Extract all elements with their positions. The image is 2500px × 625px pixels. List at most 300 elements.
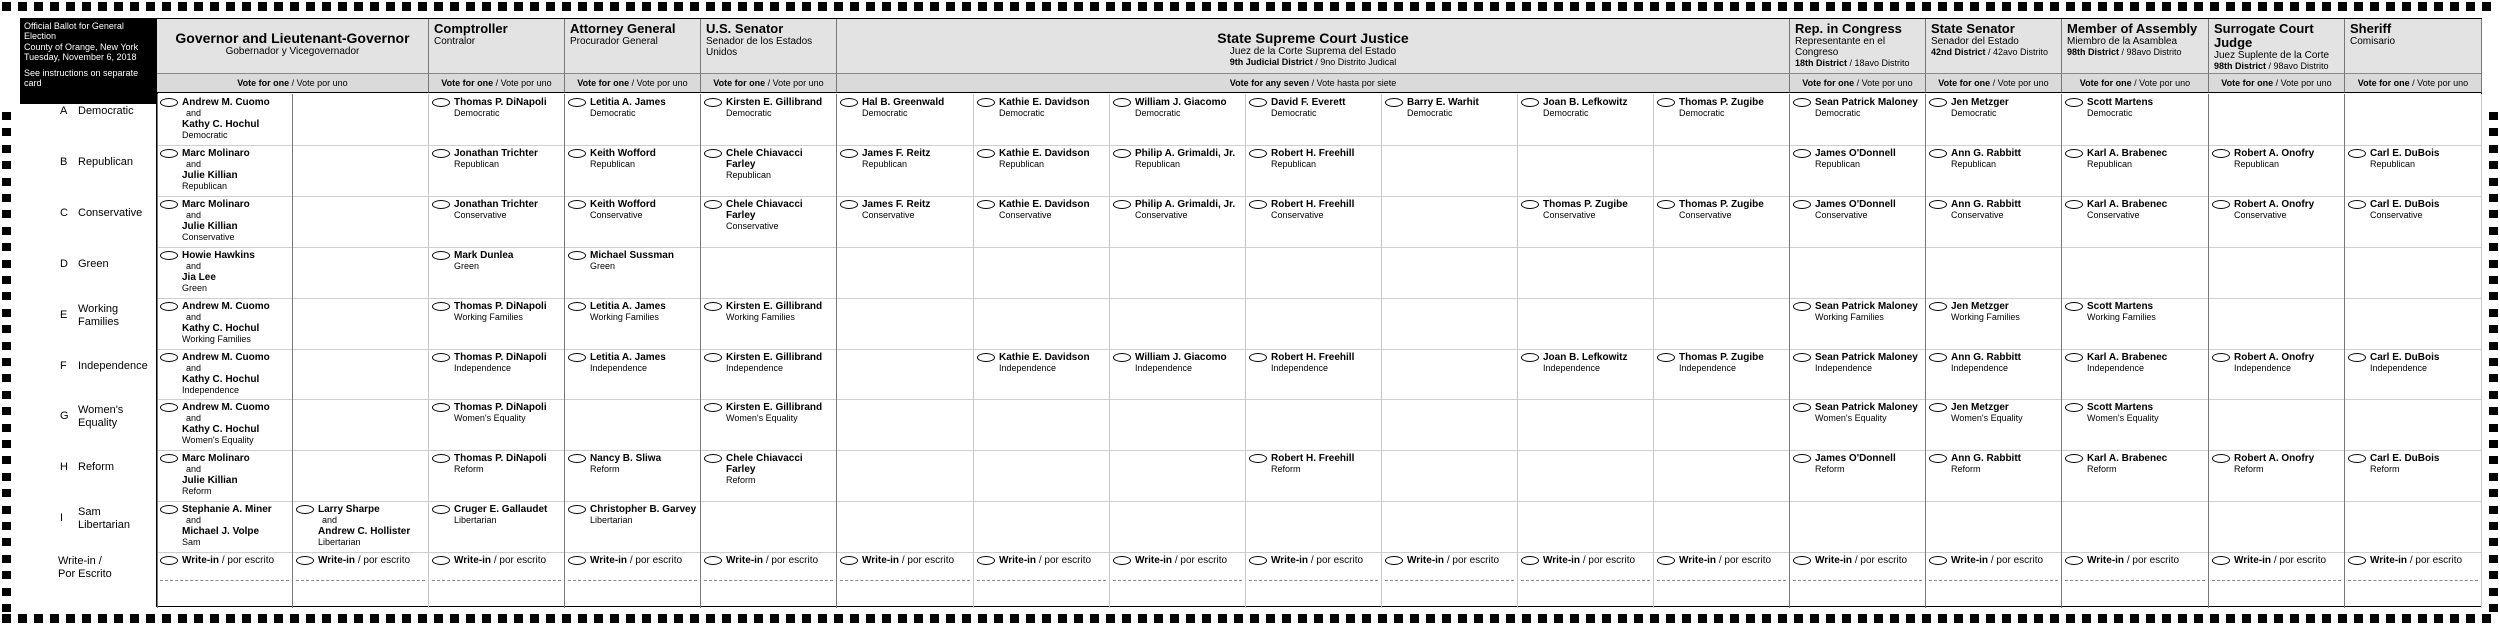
candidate-option[interactable] [2345,349,2482,400]
candidate-option[interactable] [2209,450,2345,501]
timing-mark [658,2,667,11]
vote-oval[interactable] [432,149,450,158]
write-in-line[interactable] [568,580,697,581]
candidate-name: William J. Giacomo [1135,97,1227,108]
vote-oval[interactable] [1249,556,1267,565]
timing-mark [2226,614,2235,623]
vote-oval[interactable] [1521,98,1539,107]
candidate-option[interactable] [701,196,837,247]
timing-mark [1778,2,1787,11]
timing-mark [114,2,123,11]
ballot-title: Official Ballot for General Election [24,21,124,42]
write-in-option[interactable] [837,552,974,608]
timing-mark [2066,614,2075,623]
candidate-option[interactable] [1926,145,2062,196]
candidate-option[interactable] [1246,349,1382,400]
write-in-option[interactable] [157,552,293,608]
candidate-option[interactable] [837,145,974,196]
vote-oval[interactable] [432,302,450,311]
candidate-name: Karl A. Brabenec [2087,351,2168,363]
vote-oval[interactable] [160,149,178,158]
write-in-option[interactable] [701,552,837,608]
candidate-option[interactable] [1926,349,2062,400]
vote-oval[interactable] [1249,200,1267,209]
timing-mark [2050,614,2059,623]
vote-oval[interactable] [1521,556,1539,565]
write-in-line[interactable] [1249,580,1378,581]
vote-oval[interactable] [2212,454,2230,463]
write-in-line[interactable] [432,580,561,581]
candidate-option[interactable] [1110,196,1246,247]
vote-oval[interactable] [1113,353,1131,362]
vote-oval[interactable] [1929,403,1947,412]
timing-mark [610,2,619,11]
candidate-option[interactable] [565,501,701,552]
candidate-option[interactable] [1654,196,1790,247]
candidate-name: Sean Patrick Maloney [1815,351,1918,363]
candidate-option[interactable] [2062,94,2209,145]
candidate-option[interactable] [565,196,701,247]
vote-oval[interactable] [160,353,178,362]
candidate-option[interactable] [1790,349,1926,400]
candidate-names [1951,148,2058,170]
candidate-option[interactable] [2345,450,2482,501]
vote-for-label-es: / Vote por uno [2131,78,2191,88]
write-in-option[interactable] [1654,552,1790,608]
vote-oval[interactable] [1113,200,1131,209]
candidate-option[interactable] [429,196,565,247]
vote-oval[interactable] [568,454,586,463]
vote-oval[interactable] [977,98,995,107]
vote-oval[interactable] [704,403,722,412]
candidate-name: James F. Reitz [862,198,931,210]
vote-oval[interactable] [1929,556,1947,565]
candidate-option[interactable] [2062,450,2209,501]
vote-oval[interactable] [1113,98,1131,107]
office-district [2214,61,2339,72]
vote-oval[interactable] [568,556,586,565]
vote-oval[interactable] [160,98,178,107]
candidate-option[interactable] [565,450,701,501]
vote-oval[interactable] [568,149,586,158]
vote-oval[interactable] [1249,98,1267,107]
candidate-option[interactable] [1518,94,1654,145]
vote-oval[interactable] [160,505,178,514]
candidate-name: Stephanie A. Miner [182,504,272,516]
candidate-option[interactable] [157,298,293,349]
timing-mark [2114,614,2123,623]
timing-mark [2130,614,2139,623]
candidate-option[interactable] [974,349,1110,400]
write-in-line[interactable] [977,580,1106,581]
candidate-option[interactable] [1790,145,1926,196]
candidate-names [1815,301,1922,323]
vote-oval[interactable] [704,556,722,565]
candidate-option[interactable] [565,298,701,349]
candidate-option[interactable] [1110,349,1246,400]
candidate-option[interactable] [701,399,837,450]
candidate-option[interactable] [837,94,974,145]
timing-mark [2489,112,2498,120]
vote-oval[interactable] [1793,200,1811,209]
candidate-option[interactable] [157,247,293,298]
candidate-option[interactable] [1790,94,1926,145]
vote-oval[interactable] [160,302,178,311]
vote-oval[interactable] [704,454,722,463]
vote-oval[interactable] [1793,403,1811,412]
candidate-option[interactable] [1926,450,2062,501]
candidate-option[interactable] [293,501,429,552]
timing-mark [2489,260,2498,268]
write-in-option[interactable] [1790,552,1926,608]
candidate-party: Reform [726,475,756,486]
candidate-name: Mark Dunlea [454,249,514,261]
candidate-option[interactable] [565,145,701,196]
candidate-option[interactable] [157,196,293,247]
vote-oval[interactable] [840,98,858,107]
candidate-option[interactable] [2209,349,2345,400]
vote-oval[interactable] [1929,98,1947,107]
vote-oval[interactable] [432,454,450,463]
vote-oval[interactable] [1793,454,1811,463]
candidate-option[interactable] [2209,145,2345,196]
vote-oval[interactable] [432,556,450,565]
candidate-option[interactable] [1246,145,1382,196]
timing-mark [690,2,699,11]
candidate-option[interactable] [565,94,701,145]
vote-oval[interactable] [1929,353,1947,362]
candidate-option[interactable] [1926,399,2062,450]
vote-oval[interactable] [1793,353,1811,362]
candidate-option[interactable] [2062,145,2209,196]
candidate-option[interactable] [2062,298,2209,349]
candidate-option[interactable] [1518,349,1654,400]
write-in-line[interactable] [1929,580,2058,581]
office-title: State Senator [1931,21,2015,36]
candidate-option[interactable] [1246,450,1382,501]
timing-mark [226,614,235,623]
vote-oval[interactable] [1249,353,1267,362]
vote-oval[interactable] [432,251,450,260]
candidate-name: Scott Martens [2087,300,2154,312]
timing-mark [210,2,219,11]
write-in-option[interactable] [2345,552,2482,608]
write-in-line[interactable] [296,580,425,581]
vote-oval[interactable] [1385,556,1403,565]
vote-oval[interactable] [977,556,995,565]
candidate-option[interactable] [565,349,701,400]
vote-oval[interactable] [432,98,450,107]
write-in-line[interactable] [2212,580,2341,581]
candidate-option[interactable] [2209,196,2345,247]
vote-oval[interactable] [2065,454,2083,463]
timing-mark [1570,614,1579,623]
candidate-option[interactable] [1110,145,1246,196]
candidate-option[interactable] [1246,196,1382,247]
vote-oval[interactable] [977,200,995,209]
timing-mark [402,2,411,11]
timing-mark [1778,614,1787,623]
candidate-option[interactable] [1790,196,1926,247]
candidate-option[interactable] [2345,196,2482,247]
vote-oval[interactable] [568,200,586,209]
candidate-option[interactable] [429,145,565,196]
vote-oval[interactable] [568,98,586,107]
vote-oval[interactable] [2065,353,2083,362]
candidate-option[interactable] [157,145,293,196]
vote-oval[interactable] [1793,149,1811,158]
vote-oval[interactable] [568,251,586,260]
candidate-names [454,301,561,323]
candidate-option[interactable] [429,247,565,298]
vote-oval[interactable] [2348,454,2366,463]
vote-oval[interactable] [432,353,450,362]
candidate-option[interactable] [157,349,293,400]
vote-oval[interactable] [840,200,858,209]
candidate-option[interactable] [1246,94,1382,145]
vote-oval[interactable] [1521,353,1539,362]
timing-mark [2354,2,2363,11]
vote-oval[interactable] [1793,98,1811,107]
candidate-option[interactable] [2062,196,2209,247]
vote-oval[interactable] [1929,149,1947,158]
candidate-option[interactable] [2345,145,2482,196]
candidate-party: Independence [1679,362,1737,373]
write-in-label-en: Write-in / [58,555,102,568]
vote-oval[interactable] [2212,353,2230,362]
timing-mark [914,614,923,623]
timing-mark [1858,2,1867,11]
vote-oval[interactable] [296,505,314,514]
vote-oval[interactable] [704,149,722,158]
timing-mark [1090,2,1099,11]
write-in-line[interactable] [1113,580,1242,581]
candidate-option[interactable] [1654,349,1790,400]
vote-oval[interactable] [1657,200,1675,209]
vote-oval[interactable] [2348,149,2366,158]
write-in-line[interactable] [1521,580,1650,581]
candidate-name: Keith Wofford [590,198,656,210]
vote-oval[interactable] [2212,556,2230,565]
candidate-option[interactable] [701,145,837,196]
vote-oval[interactable] [704,353,722,362]
candidate-option[interactable] [429,450,565,501]
write-in-line[interactable] [1657,580,1786,581]
candidate-option[interactable] [2062,399,2209,450]
vote-oval[interactable] [704,200,722,209]
candidate-names [454,199,561,221]
write-in-label: Write-in [1543,555,1581,567]
vote-oval[interactable] [977,149,995,158]
write-in-line[interactable] [1385,580,1514,581]
write-in-option[interactable] [565,552,701,608]
candidate-names [862,199,970,221]
timing-mark [1202,2,1211,11]
vote-oval[interactable] [2348,556,2366,565]
candidate-option[interactable] [157,450,293,501]
candidate-option[interactable] [429,94,565,145]
timing-mark [1794,2,1803,11]
write-in-label: Write-in [2234,555,2272,567]
write-in-option[interactable] [1110,552,1246,608]
vote-for-label-es: / Vote por uno [1854,78,1913,88]
timing-mark [2489,473,2498,481]
office-district [2067,47,2203,58]
candidate-option[interactable] [1790,450,1926,501]
write-in-line[interactable] [840,580,970,581]
candidate-option[interactable] [1654,94,1790,145]
write-in-line[interactable] [2348,580,2478,581]
candidate-option[interactable] [974,94,1110,145]
timing-mark [866,2,875,11]
vote-oval[interactable] [2212,200,2230,209]
candidate-option[interactable] [1926,298,2062,349]
vote-oval[interactable] [432,200,450,209]
write-in-label-es: / por escrito [2124,555,2180,567]
write-in-label-es: / por escrito [763,555,819,567]
vote-oval[interactable] [1521,200,1539,209]
candidate-names [2234,199,2341,221]
timing-mark [674,614,683,623]
candidate-option[interactable] [1790,298,1926,349]
write-in-line[interactable] [160,580,289,581]
candidate-option[interactable] [1382,94,1518,145]
timing-mark [1250,614,1259,623]
write-in-option[interactable] [1246,552,1382,608]
vote-oval[interactable] [2065,302,2083,311]
timing-mark [1170,2,1179,11]
vote-for-label: Vote for any seven [1229,78,1310,88]
vote-oval[interactable] [160,200,178,209]
vote-oval[interactable] [432,403,450,412]
timing-mark [1058,2,1067,11]
candidate-party: Democratic [590,108,636,118]
vote-oval[interactable] [977,353,995,362]
write-in-label: Write-in [726,555,764,567]
candidate-option[interactable] [2062,349,2209,400]
write-in-line[interactable] [2065,580,2205,581]
candidate-names [2087,402,2205,424]
candidate-name: James O'Donnell [1815,147,1896,159]
write-in-line[interactable] [704,580,833,581]
vote-oval[interactable] [1657,98,1675,107]
timing-mark [1874,614,1883,623]
candidate-names [862,97,970,119]
candidate-option[interactable] [157,399,293,450]
timing-mark [1634,614,1643,623]
candidate-party: Republican [2370,158,2416,169]
vote-oval[interactable] [568,353,586,362]
candidate-party: Democratic [2087,108,2133,118]
candidate-names [454,250,561,272]
vote-oval[interactable] [568,505,586,514]
candidate-option[interactable] [1110,94,1246,145]
office-subtitle: Procurador General [570,36,658,47]
candidate-option[interactable] [701,349,837,400]
vote-oval[interactable] [2065,403,2083,412]
write-in-option[interactable] [1518,552,1654,608]
vote-oval[interactable] [568,302,586,311]
vote-oval[interactable] [160,556,178,565]
write-in-option[interactable] [1926,552,2062,608]
candidate-option[interactable] [429,349,565,400]
vote-oval[interactable] [1385,98,1403,107]
vote-oval[interactable] [2065,98,2083,107]
candidate-option[interactable] [565,247,701,298]
candidate-option[interactable] [157,501,293,552]
vote-oval[interactable] [296,556,314,565]
vote-oval[interactable] [1113,149,1131,158]
candidate-option[interactable] [974,196,1110,247]
timing-mark [1426,2,1435,11]
vote-oval[interactable] [1793,556,1811,565]
vote-oval[interactable] [1249,454,1267,463]
vote-oval[interactable] [2065,149,2083,158]
vote-oval[interactable] [2065,200,2083,209]
write-in-option[interactable] [974,552,1110,608]
candidate-option[interactable] [837,196,974,247]
candidate-option[interactable] [429,298,565,349]
vote-oval[interactable] [2348,353,2366,362]
vote-oval[interactable] [1657,353,1675,362]
write-in-option[interactable] [2062,552,2209,608]
candidate-option[interactable] [1518,196,1654,247]
candidate-option[interactable] [701,450,837,501]
party-letter: I [60,512,64,525]
write-in-option[interactable] [2209,552,2345,608]
vote-oval[interactable] [2212,149,2230,158]
vote-oval[interactable] [840,149,858,158]
write-in-option[interactable] [429,552,565,608]
candidate-names [999,148,1106,170]
vote-oval[interactable] [704,302,722,311]
candidate-option[interactable] [974,145,1110,196]
write-in-option[interactable] [293,552,429,608]
candidate-party: Reform [1951,464,1981,475]
running-mate-and: and [186,260,202,271]
timing-mark [2,614,11,623]
timing-mark [82,2,91,11]
vote-oval[interactable] [160,251,178,260]
vote-oval[interactable] [1249,149,1267,158]
vote-oval[interactable] [1929,200,1947,209]
vote-oval[interactable] [704,98,722,107]
vote-oval[interactable] [1113,556,1131,565]
party-row-label [0,201,156,246]
candidate-option[interactable] [429,399,565,450]
write-in-line[interactable] [1793,580,1922,581]
candidate-option[interactable] [1790,399,1926,450]
candidate-option[interactable] [1926,196,2062,247]
vote-oval[interactable] [840,556,858,565]
vote-oval[interactable] [160,403,178,412]
vote-oval[interactable] [160,454,178,463]
vote-oval[interactable] [432,505,450,514]
candidate-option[interactable] [157,94,293,145]
vote-oval[interactable] [1929,454,1947,463]
candidate-party: Democratic [1815,108,1861,118]
candidate-option[interactable] [701,94,837,145]
candidate-option[interactable] [429,501,565,552]
candidate-option[interactable] [701,298,837,349]
write-in-option[interactable] [1382,552,1518,608]
vote-oval[interactable] [2348,200,2366,209]
candidate-option[interactable] [1926,94,2062,145]
vote-oval[interactable] [1793,302,1811,311]
vote-oval[interactable] [1657,556,1675,565]
vote-oval[interactable] [2065,556,2083,565]
vote-oval[interactable] [1929,302,1947,311]
